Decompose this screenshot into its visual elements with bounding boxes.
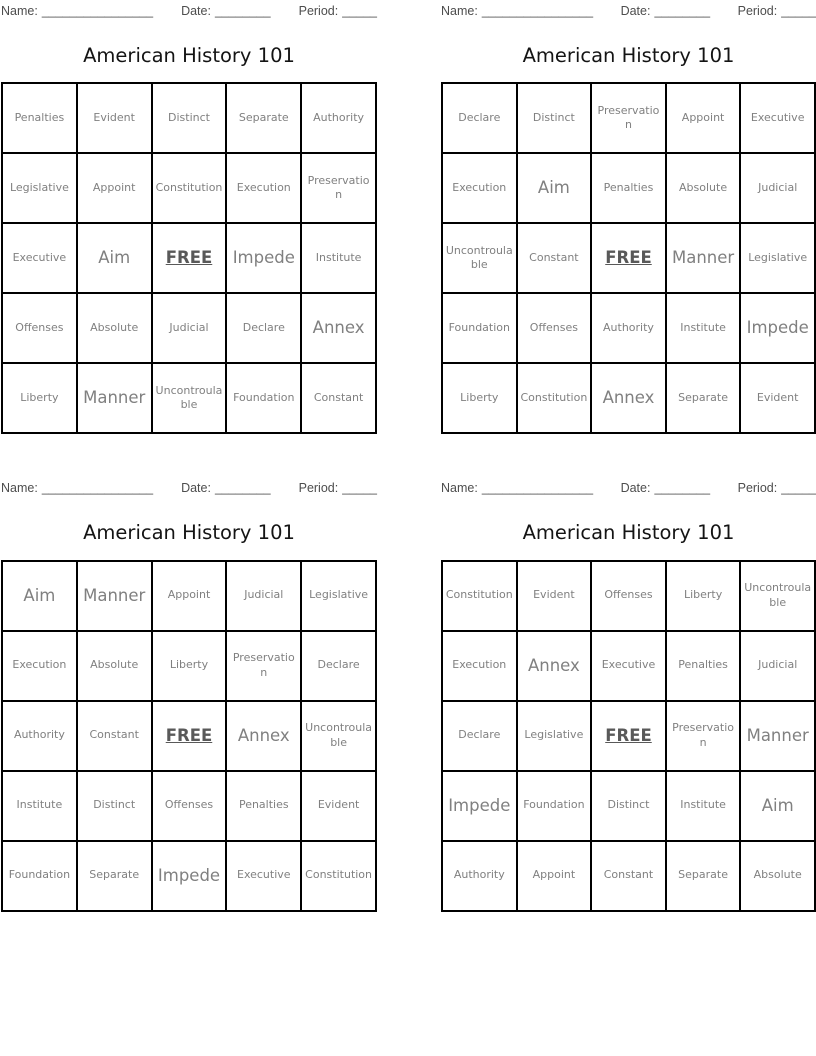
date-blank-line: ________ <box>214 481 271 496</box>
bingo-cell <box>301 363 376 433</box>
cell-word: Execution <box>236 181 291 194</box>
bingo-cell <box>77 223 152 293</box>
cell-word: Institute <box>315 251 362 264</box>
period-blank-line: _____ <box>781 481 816 496</box>
period-field <box>738 4 816 19</box>
free-label: FREE <box>165 725 213 745</box>
bingo-row <box>442 153 815 223</box>
period-blank-line: _____ <box>342 481 377 496</box>
bingo-cell <box>77 83 152 153</box>
cell-word: Uncontroulable <box>744 581 812 609</box>
bingo-cell <box>740 83 815 153</box>
bingo-cell <box>517 223 592 293</box>
bingo-cell <box>666 153 741 223</box>
bingo-cell <box>226 771 301 841</box>
period-field <box>299 481 377 496</box>
cell-word: Executive <box>750 111 805 124</box>
bingo-cell <box>2 83 77 153</box>
free-cell <box>152 223 227 293</box>
bingo-row <box>442 293 815 363</box>
cell-word: Distinct <box>607 798 650 812</box>
cell-word: Foundation <box>233 391 295 404</box>
bingo-cell <box>226 223 301 293</box>
cell-word: Manner <box>746 725 809 745</box>
cell-word: Separate <box>238 111 289 124</box>
bingo-cell <box>301 631 376 701</box>
bingo-cell <box>301 561 376 631</box>
bingo-cell <box>740 223 815 293</box>
bingo-row <box>2 771 376 841</box>
cell-word: Constant <box>89 728 139 742</box>
bingo-cell <box>517 631 592 701</box>
bingo-row <box>2 561 376 631</box>
date-field <box>621 481 711 496</box>
cell-word: Declare <box>317 658 360 672</box>
bingo-cell <box>591 153 666 223</box>
cell-word: Distinct <box>93 798 136 812</box>
cell-word: Impede <box>157 865 221 885</box>
date-field <box>621 4 711 19</box>
period-label: Period: <box>737 4 778 18</box>
bingo-cell <box>152 771 227 841</box>
cell-word: Institute <box>680 321 726 334</box>
cell-word: Distinct <box>168 111 210 124</box>
bingo-cell <box>517 293 592 363</box>
cell-word: Declare <box>242 321 285 334</box>
cell-word: Impede <box>232 248 295 268</box>
cell-word: Legislative <box>748 251 808 264</box>
cell-word: Separate <box>89 868 140 882</box>
bingo-cell <box>301 293 376 363</box>
bingo-cell <box>740 771 815 841</box>
bingo-cell <box>517 701 592 771</box>
bingo-cell <box>740 293 815 363</box>
bingo-card <box>1 4 377 434</box>
bingo-cell <box>2 771 77 841</box>
bingo-cell <box>77 631 152 701</box>
bingo-cell <box>77 153 152 223</box>
cell-word: Institute <box>16 798 63 812</box>
bingo-cell <box>301 841 376 911</box>
cell-word: Penalties <box>678 658 728 672</box>
period-field <box>299 4 377 19</box>
period-blank-line: _____ <box>342 4 377 18</box>
bingo-row <box>2 83 376 153</box>
bingo-cell <box>152 153 227 223</box>
cell-word: Legislative <box>9 181 69 194</box>
cell-word: Aim <box>23 585 56 605</box>
bingo-cell <box>226 83 301 153</box>
name-field <box>441 4 593 19</box>
bingo-card <box>1 481 377 911</box>
bingo-cell <box>77 363 152 433</box>
cell-word: Judicial <box>244 588 284 602</box>
bingo-row <box>2 223 376 293</box>
cell-word: Annex <box>312 318 365 338</box>
cell-word: Offenses <box>604 588 653 602</box>
date-label: Date: <box>181 4 211 18</box>
cell-word: Uncontroulable <box>155 383 223 412</box>
name-label: Name: <box>441 4 478 18</box>
bingo-cell <box>591 841 666 911</box>
cell-word: Liberty <box>20 391 59 404</box>
bingo-cell <box>517 841 592 911</box>
cell-word: Judicial <box>169 321 209 334</box>
cell-word: Evident <box>317 798 360 812</box>
bingo-cell <box>666 771 741 841</box>
cell-word: Foundation <box>448 321 510 334</box>
bingo-cell <box>442 631 517 701</box>
bingo-row <box>2 631 376 701</box>
bingo-cell <box>740 363 815 433</box>
date-field <box>181 4 271 19</box>
bingo-row <box>442 223 815 293</box>
card-header <box>441 481 816 496</box>
card-header <box>1 4 377 19</box>
cell-word: Authority <box>13 728 65 742</box>
cell-word: Uncontroulable <box>305 721 373 749</box>
cell-word: Manner <box>83 388 146 408</box>
name-label: Name: <box>1 4 38 18</box>
bingo-grid <box>441 82 816 434</box>
cell-word: Execution <box>452 658 507 672</box>
cell-word: Executive <box>12 251 67 264</box>
period-label: Period: <box>298 4 339 18</box>
date-field <box>181 481 271 496</box>
cell-word: Evident <box>533 588 575 602</box>
bingo-cell <box>740 153 815 223</box>
period-label: Period: <box>737 481 778 496</box>
bingo-cell <box>301 771 376 841</box>
cell-word: Constitution <box>520 391 588 404</box>
name-label: Name: <box>441 481 478 496</box>
bingo-cell <box>226 153 301 223</box>
date-blank-line: ________ <box>654 4 711 18</box>
bingo-row <box>2 701 376 771</box>
cell-word: Liberty <box>169 658 209 672</box>
bingo-cell <box>77 701 152 771</box>
date-label: Date: <box>620 4 651 18</box>
period-blank-line: _____ <box>781 4 816 18</box>
bingo-cell <box>591 631 666 701</box>
bingo-cell <box>2 153 77 223</box>
cell-word: Aim <box>537 178 570 198</box>
bingo-cell <box>301 153 376 223</box>
bingo-cell <box>442 363 517 433</box>
bingo-cell <box>442 153 517 223</box>
cell-word: Authority <box>453 868 505 882</box>
bingo-cell <box>666 561 741 631</box>
bingo-cell <box>2 631 77 701</box>
bingo-cell <box>77 561 152 631</box>
cell-word: Authority <box>603 321 654 334</box>
cell-word: Absolute <box>679 181 728 194</box>
cell-word: Appoint <box>92 181 136 194</box>
cell-word: Legislative <box>309 588 369 602</box>
free-cell <box>591 223 666 293</box>
bingo-cell <box>2 841 77 911</box>
cell-word: Preservation <box>307 173 370 202</box>
cell-word: Constitution <box>445 588 513 602</box>
bingo-cell <box>442 223 517 293</box>
bingo-cell <box>740 561 815 631</box>
bingo-cell <box>666 293 741 363</box>
cell-word: Foundation <box>523 798 585 812</box>
cell-word: Preservation <box>672 721 734 749</box>
cell-word: Offenses <box>15 321 64 334</box>
date-blank-line: ________ <box>654 481 711 496</box>
cell-word: Annex <box>527 655 580 675</box>
bingo-cell <box>2 701 77 771</box>
bingo-cell <box>591 771 666 841</box>
cell-word: Absolute <box>753 868 802 882</box>
bingo-grid <box>1 560 377 912</box>
cell-word: Uncontroulable <box>445 243 513 272</box>
cell-word: Declare <box>458 728 501 742</box>
bingo-cell <box>517 83 592 153</box>
bingo-cell <box>666 841 741 911</box>
cell-word: Appoint <box>532 868 576 882</box>
cell-word: Absolute <box>90 658 139 672</box>
bingo-row <box>2 293 376 363</box>
cell-word: Penalties <box>603 181 654 194</box>
bingo-row <box>2 841 376 911</box>
bingo-cell <box>442 701 517 771</box>
bingo-row <box>2 363 376 433</box>
cell-word: Offenses <box>164 798 214 812</box>
bingo-row <box>442 701 815 771</box>
bingo-row <box>442 631 815 701</box>
period-label: Period: <box>298 481 339 496</box>
free-cell <box>591 701 666 771</box>
cell-word: Annex <box>602 388 655 408</box>
card-header <box>441 4 816 19</box>
cell-word: Aim <box>98 248 131 268</box>
cell-word: Aim <box>761 795 794 815</box>
cell-word: Executive <box>601 658 656 672</box>
bingo-cell <box>666 631 741 701</box>
cell-word: Annex <box>237 725 290 745</box>
bingo-grid <box>1 82 377 434</box>
date-label: Date: <box>620 481 651 496</box>
name-blank-line: ________________ <box>481 4 594 18</box>
cell-word: Absolute <box>90 321 139 334</box>
free-label: FREE <box>165 248 213 268</box>
free-label: FREE <box>605 725 652 745</box>
bingo-cell <box>152 841 227 911</box>
bingo-cell <box>666 363 741 433</box>
bingo-row <box>442 83 815 153</box>
card-title: American History 101 <box>83 44 295 67</box>
bingo-cell <box>442 561 517 631</box>
bingo-card <box>441 4 816 434</box>
bingo-cell <box>517 153 592 223</box>
bingo-cell <box>152 83 227 153</box>
name-field <box>1 481 153 496</box>
cell-word: Liberty <box>460 391 499 404</box>
name-field <box>1 4 153 19</box>
card-title: American History 101 <box>83 521 295 545</box>
bingo-grid <box>441 560 816 912</box>
cell-word: Foundation <box>8 868 71 882</box>
cell-word: Constant <box>313 391 364 404</box>
cell-word: Impede <box>448 795 511 815</box>
cell-word: Constant <box>603 868 654 882</box>
bingo-cell <box>77 293 152 363</box>
bingo-row <box>2 153 376 223</box>
bingo-cell <box>2 561 77 631</box>
bingo-row <box>442 771 815 841</box>
cell-word: Execution <box>12 658 67 672</box>
bingo-cell <box>591 363 666 433</box>
cell-word: Judicial <box>758 658 798 672</box>
cell-word: Separate <box>678 868 728 882</box>
bingo-cell <box>740 631 815 701</box>
cell-word: Impede <box>746 318 809 338</box>
period-field <box>738 481 816 496</box>
cell-word: Constitution <box>155 181 223 194</box>
bingo-cell <box>517 771 592 841</box>
bingo-cell <box>152 363 227 433</box>
bingo-cell <box>226 701 301 771</box>
card-header <box>1 481 377 496</box>
cell-word: Evident <box>756 391 799 404</box>
bingo-cell <box>591 293 666 363</box>
free-label: FREE <box>605 248 652 268</box>
cell-word: Executive <box>237 868 291 882</box>
cell-word: Penalties <box>238 798 289 812</box>
cell-word: Evident <box>93 111 135 124</box>
bingo-cell <box>226 841 301 911</box>
bingo-cell <box>152 561 227 631</box>
cell-word: Appoint <box>681 111 725 124</box>
bingo-cell <box>442 771 517 841</box>
bingo-cell <box>442 293 517 363</box>
date-label: Date: <box>181 481 211 496</box>
bingo-cell <box>301 223 376 293</box>
cell-word: Offenses <box>529 321 578 334</box>
bingo-row <box>442 841 815 911</box>
bingo-cell <box>152 631 227 701</box>
cell-word: Liberty <box>683 588 723 602</box>
cell-word: Constant <box>529 251 579 264</box>
bingo-card <box>441 481 816 911</box>
cell-word: Execution <box>452 181 507 194</box>
name-blank-line: ________________ <box>481 481 594 496</box>
cell-word: Penalties <box>14 111 65 124</box>
bingo-cell <box>226 293 301 363</box>
card-title: American History 101 <box>522 44 735 67</box>
name-blank-line: ________________ <box>41 481 154 496</box>
card-title: American History 101 <box>522 521 735 545</box>
bingo-cell <box>740 701 815 771</box>
bingo-cell <box>301 83 376 153</box>
bingo-cell <box>740 841 815 911</box>
cell-word: Legislative <box>524 728 584 742</box>
cell-word: Judicial <box>758 181 798 194</box>
cell-word: Preservation <box>597 103 660 132</box>
bingo-cell <box>442 83 517 153</box>
bingo-cell <box>2 363 77 433</box>
bingo-cell <box>226 631 301 701</box>
cell-word: Declare <box>458 111 501 124</box>
free-cell <box>152 701 227 771</box>
date-blank-line: ________ <box>214 4 271 18</box>
bingo-cell <box>2 293 77 363</box>
bingo-cell <box>226 363 301 433</box>
name-label: Name: <box>1 481 38 496</box>
bingo-cell <box>517 363 592 433</box>
cell-word: Manner <box>671 248 735 268</box>
bingo-cell <box>591 561 666 631</box>
bingo-cell <box>77 771 152 841</box>
cell-word: Constitution <box>305 868 373 882</box>
bingo-cell <box>301 701 376 771</box>
bingo-cell <box>666 701 741 771</box>
bingo-row <box>442 561 815 631</box>
bingo-cell <box>517 561 592 631</box>
bingo-cell <box>226 561 301 631</box>
bingo-cell <box>666 83 741 153</box>
name-blank-line: ________________ <box>41 4 154 18</box>
name-field <box>441 481 593 496</box>
cell-word: Appoint <box>167 588 211 602</box>
cell-word: Separate <box>678 391 728 404</box>
bingo-row <box>442 363 815 433</box>
cell-word: Authority <box>313 111 365 124</box>
bingo-cell <box>77 841 152 911</box>
cell-word: Institute <box>680 798 726 812</box>
cell-word: Distinct <box>532 111 575 124</box>
cell-word: Manner <box>83 585 146 605</box>
bingo-cell <box>666 223 741 293</box>
bingo-cell <box>152 293 227 363</box>
bingo-cell <box>591 83 666 153</box>
bingo-cell <box>442 841 517 911</box>
bingo-cell <box>2 223 77 293</box>
cell-word: Preservation <box>232 651 295 679</box>
